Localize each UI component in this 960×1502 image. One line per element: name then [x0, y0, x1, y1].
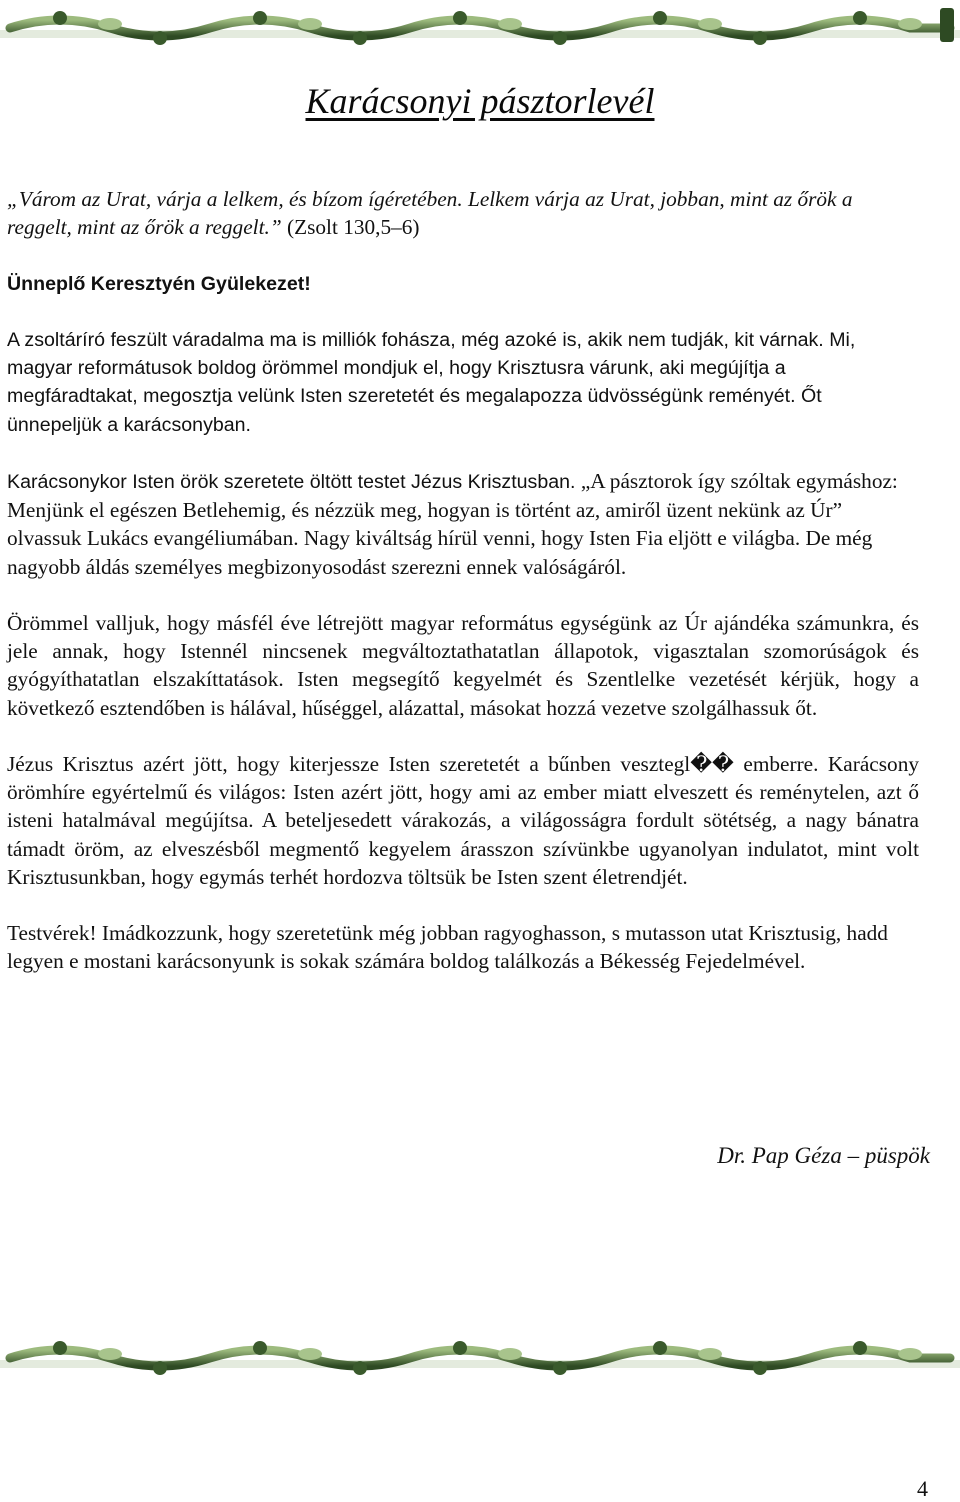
- quote-text: „Várom az Urat, várja a lelkem, és bízom ígéretében. Lelkem várja az Urat, jobban, mint az őrök a reggelt, mint az őrök a reggelt.”: [7, 187, 853, 240]
- opening-quote: [7, 185, 919, 241]
- paragraph-2-part-2: „A pásztorok így szóltak egymáshoz: Menjünk el egészen Betlehemig, és nézzük meg, hogyan is történt az, amiről üzent nekünk az Úr” olvassuk Lukács evangéliumában.: [7, 468, 898, 551]
- top-ornament-icon: [0, 4, 960, 48]
- paragraph-1-part-2: Mi, magyar reformátusok boldog örömmel mondjuk el, hogy Krisztusra várunk, aki megújítja a megfáradtakat, megosztja velünk Isten szeretetét és megalapozza üdvösségünk reményét. Őt ünnepeljük a karácsonyban.: [7, 328, 856, 436]
- page-number: 4: [917, 1476, 928, 1501]
- greeting: Ünneplő Keresztyén Gyülekezet!: [7, 272, 311, 295]
- signature: Dr. Pap Géza – püspök: [717, 1143, 930, 1168]
- paragraph-2-part-3: Nagy kiváltság hírül venni, hogy Isten Fia eljött e világba. De még nagyobb áldás személyes megbizonyosodást szerezni ennek valóságáról.: [7, 526, 873, 579]
- paragraph-5: Testvérek! Imádkozzunk, hogy szeretetünk még jobban ragyoghasson, s mutasson utat Krisztusig, hadd legyen e mostani karácsonyunk is sokak számára boldog találkozás a Békesség Fejedelmével.: [7, 921, 888, 974]
- paragraph-2: [7, 467, 919, 581]
- bottom-ornament-icon: [0, 1336, 960, 1380]
- paragraph-4: Jézus Krisztus azért jött, hogy kiterjessze Isten szeretetét a bűnben vesztegl�� emberre. Karácsony örömhíre egyértelmű és világos: Isten azért jött, hogy ami az ember miatt elveszett és reménytelen, azt ő isteni hatalmával megújítsa. A beteljesedett várakozás, a világosságra fordult sötétség, a nagy bánatra támadt öröm, az elveszésből megmentő kegyelem árasszon szívünkbe ugyanolyan indulatot, mint volt Krisztusunkban, hogy egymás terhét hordozva töltsük be Isten szent életrendjét.: [7, 751, 919, 889]
- paragraph-3: Örömmel valljuk, hogy másfél éve létrejött magyar református egységünk az Úr ajándéka számunkra, és jele annak, hogy Istennél nincsenek megváltoztathatatlan állapotok, vigasztalan szomorúságok és gyógyíthatatlan elszakíttatások. Isten megsegítő kegyelmét és Szentlelke vezetését kérjük, hogy a következő esztendőben is hálával, hűséggel, alázattal, másokat hozzá vezetve szolgálhassuk őt.: [7, 610, 919, 720]
- paragraph-1-part-1: A zsoltáríró feszült váradalma ma is milliók fohásza, még azoké is, akik nem tudják, kit várnak.: [7, 328, 824, 351]
- quote-reference: (Zsolt 130,5–6): [287, 215, 420, 240]
- paragraph-1: [7, 326, 919, 439]
- page-title: Karácsonyi pásztorlevél: [305, 81, 655, 121]
- letter-body: [7, 185, 919, 1004]
- paragraph-2-part-1: Karácsonykor Isten örök szeretete öltött testet Jézus Krisztusban.: [7, 470, 576, 493]
